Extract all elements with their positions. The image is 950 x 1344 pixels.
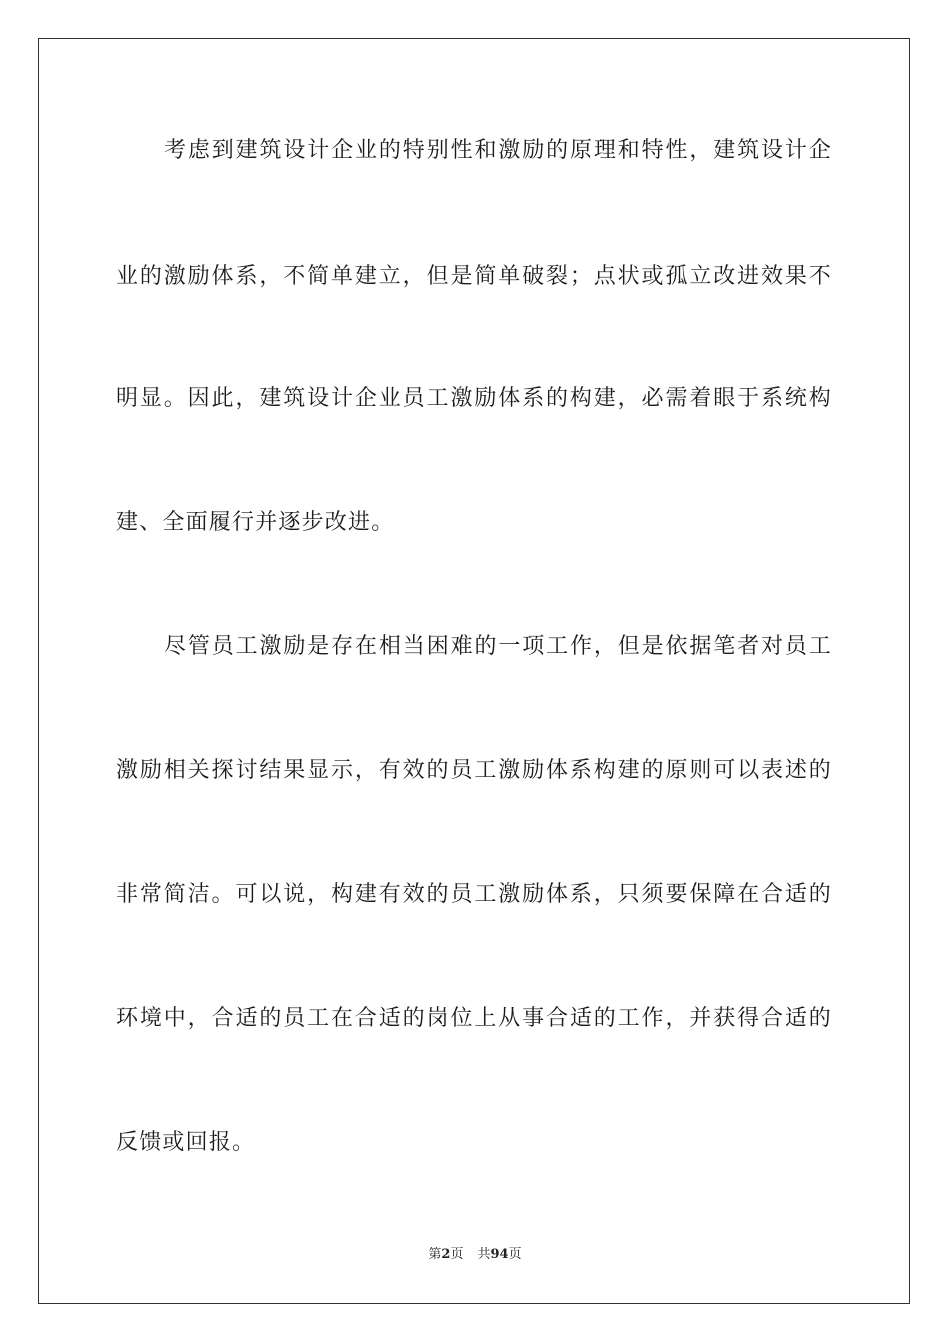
paragraph-2-line-3: 非常简洁。可以说，构建有效的员工激励体系，只须要保障在合适的 (116, 882, 832, 907)
paragraph-1-line-4: 建、全面履行并逐步改进。 (116, 510, 395, 535)
paragraph-1-line-2: 业的激励体系，不简单建立，但是简单破裂；点状或孤立改进效果不 (116, 264, 832, 289)
total-pages: 94 (490, 1247, 509, 1262)
page-number: 2 (441, 1247, 451, 1262)
total-suffix: 页 (508, 1247, 522, 1262)
page-prefix: 第 (428, 1247, 442, 1262)
paragraph-2-line-5: 反馈或回报。 (116, 1130, 256, 1155)
paragraph-1-line-1: 考虑到建筑设计企业的特别性和激励的原理和特性，建筑设计企 (164, 138, 832, 163)
paragraph-2-line-1: 尽管员工激励是存在相当困难的一项工作，但是依据笔者对员工 (164, 634, 832, 659)
paragraph-2-line-2: 激励相关探讨结果显示，有效的员工激励体系构建的原则可以表述的 (116, 758, 832, 783)
paragraph-2-line-4: 环境中，合适的员工在合适的岗位上从事合适的工作，并获得合适的 (116, 1006, 832, 1031)
page-border (38, 38, 910, 1304)
paragraph-1-line-3: 明显。因此，建筑设计企业员工激励体系的构建，必需着眼于系统构 (116, 386, 832, 411)
page-footer (0, 1246, 950, 1264)
total-prefix: 共 (477, 1247, 491, 1262)
page-suffix: 页 (450, 1247, 464, 1262)
